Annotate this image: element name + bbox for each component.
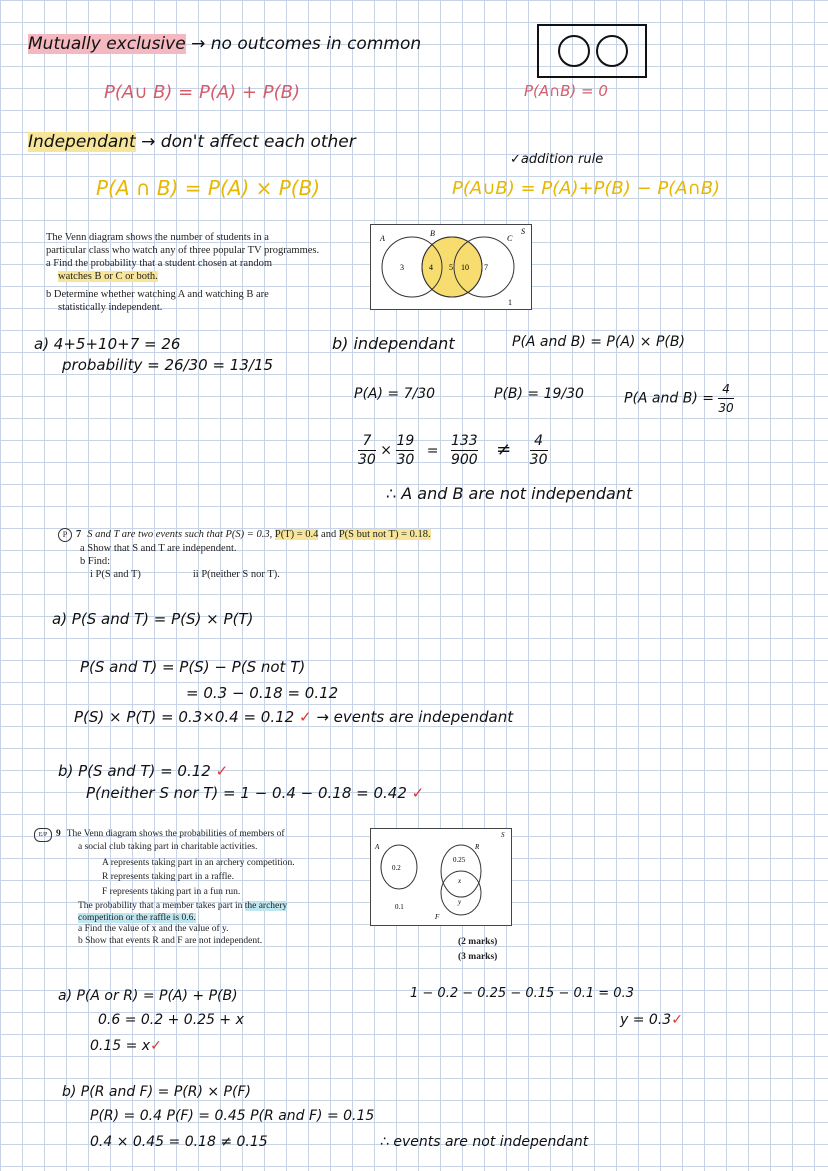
frac-den: 30 (529, 452, 548, 468)
answer7-b2-text: P(neither S nor T) = 1 − 0.4 − 0.18 = 0.42 (86, 784, 407, 802)
venn-label-r: R (475, 843, 480, 851)
venn-value: 5 (449, 263, 453, 272)
q9-line: R represents taking part in a raffle. (102, 872, 234, 882)
answer7-a1: a) P(S and T) = P(S) × P(T) (52, 610, 254, 628)
q9-highlight: competition or the raffle is 0.6. (78, 912, 196, 923)
check-icon: ✓ (298, 708, 312, 726)
venn-value: 0.25 (453, 856, 466, 864)
q7-text (58, 528, 431, 581)
q9-marks-b: (3 marks) (458, 952, 498, 962)
venn-question-text (46, 231, 319, 314)
answer1-a-line2: probability = 26/30 = 13/15 (62, 356, 274, 374)
frac-den: 30 (396, 452, 415, 468)
mutually-exclusive-title: Mutually exclusive (28, 34, 186, 54)
q9-part-a: a Find the value of x and the value of y. (78, 924, 229, 934)
check-icon: ✓ (671, 1012, 683, 1028)
q7-part-bi: i P(S and T) (90, 569, 141, 580)
disjoint-circles-svg (539, 26, 645, 76)
q9-highlight: the archery (244, 901, 288, 911)
venn-diagram-tv (370, 224, 532, 310)
venn-label-a: A (375, 843, 380, 851)
question-part-b: b Determine whether watching A and watching B are (46, 289, 269, 300)
answer9-a2: 0.6 = 0.2 + 0.25 + x (98, 1012, 244, 1028)
not-equal-sign: ≠ (496, 438, 512, 460)
q9-number: 9 (56, 829, 61, 839)
question-part-b-cont: statistically independent. (58, 302, 163, 313)
check-icon: ✓ (215, 762, 229, 780)
q9-text (34, 828, 295, 947)
answer7-a4-text: P(S) × P(T) = 0.3×0.4 = 0.12 (74, 708, 295, 726)
venn-label-s: S (521, 227, 525, 236)
pab-label: P(A and B) = (624, 390, 714, 407)
disjoint-circles-diagram (537, 24, 647, 78)
venn-value: 4 (429, 263, 433, 272)
venn-value: 10 (461, 263, 469, 272)
q7-number: 7 (76, 529, 82, 540)
answer9-a3-text: 0.15 = x (90, 1038, 151, 1054)
answer9-a3 (90, 1038, 162, 1054)
answer9-b2: P(R) = 0.4 P(F) = 0.45 P(R and F) = 0.15 (90, 1108, 375, 1124)
frac-num: 4 (718, 380, 733, 399)
q9-line: A represents taking part in an archery competition. (102, 857, 295, 868)
pab-fraction (718, 380, 733, 417)
exam-badge-icon: E/P (34, 828, 52, 842)
answer9-b1: b) P(R and F) = P(R) × P(F) (62, 1084, 251, 1100)
venn-label-f: F (435, 913, 440, 921)
frac-den: 900 (450, 452, 478, 468)
independent-title: Independant (28, 132, 136, 152)
q7-part-b: b Find: (80, 556, 111, 567)
addition-rule-label: addition rule (520, 152, 604, 167)
q7-stem: S and T are two events such that P(S) = 0.3, (87, 529, 273, 540)
answer7-a2: P(S and T) = P(S) − P(S not T) (80, 658, 306, 676)
venn-label-s: S (501, 831, 505, 839)
mutually-exclusive-desc: → no outcomes in common (191, 34, 422, 54)
check-icon: ✓ (411, 784, 425, 802)
fraction (530, 432, 548, 469)
mutually-exclusive-formula: P(A∪ B) = P(A) + P(B) (104, 82, 300, 103)
venn-value: x (458, 877, 462, 885)
question-part-a: a Find the probability that a student chosen at random (46, 258, 272, 269)
answer9-y-result (620, 1012, 683, 1028)
check-icon: ✓ (150, 1038, 162, 1054)
q7-stem-and: and (321, 529, 337, 540)
practice-badge-icon: P (58, 528, 72, 542)
venn-value: y (458, 898, 462, 906)
venn-label-c: C (507, 234, 513, 243)
frac-num: 19 (396, 433, 415, 449)
independent-heading (28, 132, 356, 152)
frac-den: 30 (718, 401, 734, 415)
venn-value: 3 (400, 263, 404, 272)
question-line: The Venn diagram shows the number of students in a (46, 232, 269, 243)
independent-desc: → don't affect each other (141, 132, 356, 152)
venn-club-svg (371, 829, 511, 925)
fraction (396, 432, 414, 469)
answer9-y-text: y = 0.3 (620, 1012, 672, 1028)
fraction (451, 432, 478, 469)
answer7-a4 (74, 708, 513, 726)
q9-line: a social club taking part in charitable activities. (78, 842, 258, 852)
addition-rule-note (510, 152, 603, 167)
q9-marks-a: (2 marks) (458, 937, 498, 947)
q9-line: The probability that a member takes part in (78, 901, 243, 911)
fraction (358, 432, 376, 469)
answer7-a4-conclusion: → events are independant (316, 708, 514, 726)
venn-value: 0.2 (392, 864, 401, 872)
answer1-conclusion: ∴ A and B are not independant (386, 484, 633, 503)
answer1-multiplication (358, 432, 548, 469)
times-sign: × (380, 442, 393, 459)
answer7-a3: = 0.3 − 0.18 = 0.12 (186, 684, 339, 702)
addition-rule-formula: P(A∪B) = P(A)+P(B) − P(A∩B) (452, 178, 721, 199)
check-icon: ✓ (510, 152, 521, 167)
answer9-b3-conclusion: ∴ events are not independant (380, 1134, 589, 1150)
q7-stem-psnt: P(S but not T) = 0.18. (338, 529, 431, 540)
frac-den: 30 (358, 452, 376, 468)
answer9-b3: 0.4 × 0.45 = 0.18 ≠ 0.15 (90, 1134, 268, 1150)
q7-part-a: a Show that S and T are independent. (80, 543, 237, 554)
venn-label-a: A (380, 234, 385, 243)
venn-label-b: B (430, 229, 435, 238)
venn-value: 7 (484, 263, 488, 272)
question-part-a-highlight: watches B or C or both. (58, 271, 158, 282)
answer7-b1-text: b) P(S and T) = 0.12 (58, 762, 211, 780)
frac-num: 133 (450, 433, 478, 449)
venn-tv-svg (371, 225, 531, 309)
answer7-b1 (58, 762, 228, 780)
answer1-pb: P(B) = 19/30 (494, 386, 584, 402)
frac-num: 7 (358, 432, 376, 451)
q7-stem-pt: P(T) = 0.4 (274, 529, 319, 540)
answer1-pa: P(A) = 7/30 (354, 386, 436, 402)
venn-value: 0.1 (395, 903, 404, 911)
q9-part-b: b Show that events R and F are not independent. (78, 935, 263, 946)
answer1-b-line1: b) independant (332, 334, 455, 353)
q7-part-bii: ii P(neither S nor T). (192, 569, 280, 580)
intersection-zero: P(A∩B) = 0 (524, 82, 608, 100)
answer1-b-rule: P(A and B) = P(A) × P(B) (512, 334, 685, 350)
venn-diagram-club (370, 828, 512, 926)
q9-line: F represents taking part in a fun run. (102, 886, 241, 897)
answer9-y-calc: 1 − 0.2 − 0.25 − 0.15 − 0.1 = 0.3 (410, 986, 634, 1001)
mutually-exclusive-heading (28, 34, 421, 54)
venn-value: 1 (508, 298, 512, 307)
answer1-pab (624, 380, 734, 417)
independent-formula: P(A ∩ B) = P(A) × P(B) (96, 176, 321, 200)
q9-line: The Venn diagram shows the probabilities of members of (66, 829, 285, 839)
question-line: particular class who watch any of three popular TV programmes. (46, 245, 320, 256)
frac-num: 4 (530, 432, 548, 451)
answer9-a1: a) P(A or R) = P(A) + P(B) (58, 988, 238, 1004)
equals-sign: = (426, 442, 439, 459)
answer7-b2 (86, 784, 424, 802)
answer1-a-line1: a) 4+5+10+7 = 26 (34, 335, 181, 353)
